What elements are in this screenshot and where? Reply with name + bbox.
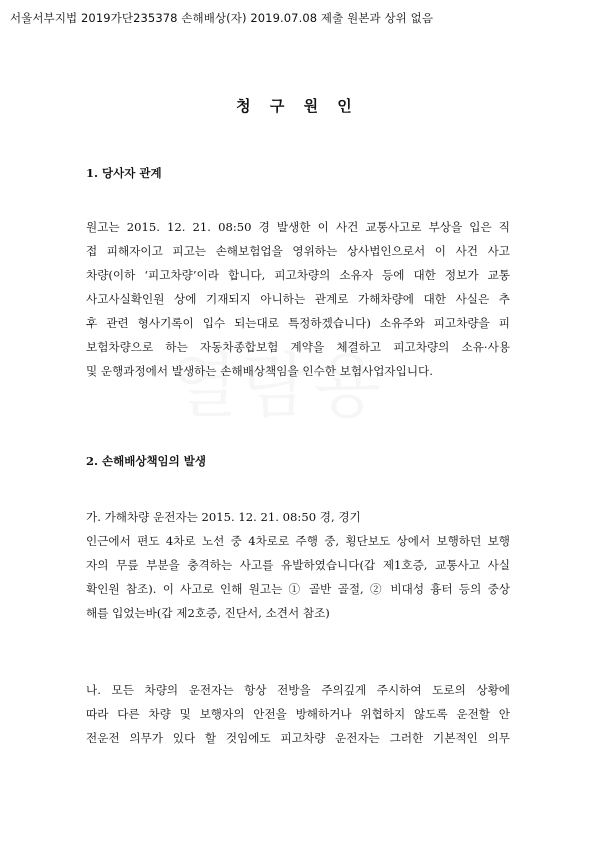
paragraph-line: 자의 무릎 부분을 충격하는 사고를 유발하였습니다(갑 제1호증, 교통사고 사실 [86,558,510,572]
paragraph-line: 해를 입었는바(갑 제2호증, 진단서, 소견서 참조) [86,606,330,620]
paragraph-line: 원고는 2015. 12. 21. 08:50 경 발생한 이 사건 교통사고로 부상을 입은 직 [86,220,510,234]
section-heading-parties: 1. 당사자 관계 [86,166,162,180]
paragraph-line: 따라 다른 차량 및 보행자의 안전을 방해하거나 위협하지 않도록 운전할 안 [86,707,510,721]
paragraph-line: 차량(이하 ‘피고차량’이라 합니다, 피고차량의 소유자 등에 대한 정보가 교통 [86,268,510,282]
document-header: 서울서부지법 2019가단235378 손해배상(자) 2019.07.08 제출 원본과 상위 없음 [10,11,434,25]
paragraph-line: 인근에서 편도 4차로 노선 중 4차로로 주행 중, 횡단보도 상에서 보행하던 보행 [86,534,510,548]
paragraph-line: 접 피해자이고 피고는 손해보험업을 영위하는 상사법인으로서 이 사건 사고 [86,244,510,258]
paragraph-liability-na [86,678,510,750]
paragraph-line: 가. 가해차량 운전자는 2015. 12. 21. 08:50 경, 경기 [86,510,361,524]
paragraph-line: 사고사실확인원 상에 기재되지 아니하는 관계로 가해차량에 대한 사실은 추 [86,292,510,306]
paragraph-line: 후 관련 형사기록이 입수 되는대로 특정하겠습니다) 소유주와 피고차량을 피 [86,316,510,330]
paragraph-line: 보험차량으로 하는 자동차종합보험 계약을 체결하고 피고차량의 소유·사용 [86,340,510,354]
section-heading-liability: 2. 손해배상책임의 발생 [86,454,206,468]
paragraph-parties [86,215,510,383]
paragraph-line: 나. 모든 차량의 운전자는 항상 전방을 주의깊게 주시하여 도로의 상황에 [86,683,510,697]
paragraph-liability-ga [86,505,510,625]
paragraph-line: 확인원 참조). 이 사고로 인해 원고는 ① 골반 골절, ② 비대성 흉터 등의 중상 [86,582,510,596]
paragraph-line: 전운전 의무가 있다 할 것임에도 피고차량 운전자는 그러한 기본적인 의무 [86,731,510,745]
document-title: 청 구 원 인 [236,97,359,115]
paragraph-line: 및 운행과정에서 발생하는 손해배상책임을 인수한 보험사업자입니다. [86,364,433,378]
